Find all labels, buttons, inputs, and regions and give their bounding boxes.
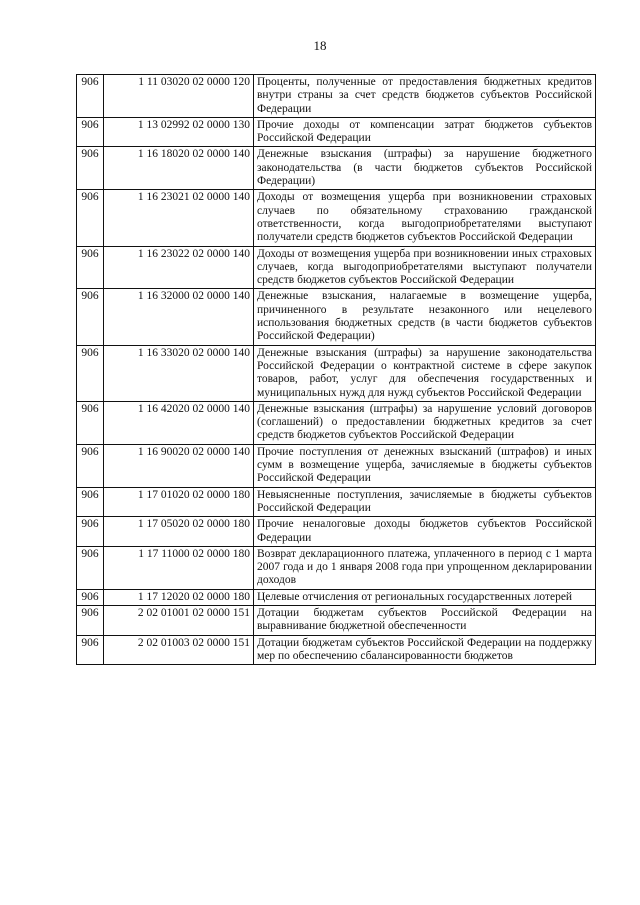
- revenue-name-cell: Доходы от возмещения ущерба при возникновении страховых случаев по обязательному страхованию гражданской ответственности, когда выгодоприобретателями выступают получатели средств бюджетов субъектов Российской Федерации: [254, 190, 596, 246]
- admin-code-cell: 906: [77, 289, 104, 345]
- admin-code-cell: 906: [77, 345, 104, 401]
- budget-code-cell: 1 17 01020 02 0000 180: [104, 487, 254, 517]
- budget-code-cell: 1 17 12020 02 0000 180: [104, 589, 254, 605]
- revenue-name-cell: Денежные взыскания (штрафы) за нарушение бюджетного законодательства (в части бюджетов субъектов Российской Федерации): [254, 147, 596, 190]
- admin-code-cell: 906: [77, 401, 104, 444]
- budget-code-cell: 1 16 23022 02 0000 140: [104, 246, 254, 289]
- budget-code-cell: 1 13 02992 02 0000 130: [104, 117, 254, 147]
- table-row: [77, 589, 596, 605]
- budget-code-cell: 1 16 32000 02 0000 140: [104, 289, 254, 345]
- table-row: [77, 517, 596, 547]
- admin-code-cell: 906: [77, 117, 104, 147]
- budget-code-cell: 1 11 03020 02 0000 120: [104, 75, 254, 118]
- admin-code-cell: 906: [77, 75, 104, 118]
- revenue-name-cell: Прочие доходы от компенсации затрат бюджетов субъектов Российской Федерации: [254, 117, 596, 147]
- table-row: [77, 605, 596, 635]
- admin-code-cell: 906: [77, 147, 104, 190]
- revenue-name-cell: Денежные взыскания (штрафы) за нарушение законодательства Российской Федерации о контрактной системе в сфере закупок товаров, работ, услуг для обеспечения государственных и муниципальных нужд для нужд субъектов Российской Федерации: [254, 345, 596, 401]
- admin-code-cell: 906: [77, 546, 104, 589]
- revenue-name-cell: Дотации бюджетам субъектов Российской Федерации на выравнивание бюджетной обеспеченности: [254, 605, 596, 635]
- table-row: [77, 246, 596, 289]
- table-row: [77, 190, 596, 246]
- revenue-name-cell: Проценты, полученные от предоставления бюджетных кредитов внутри страны за счет средств бюджетов субъектов Российской Федерации: [254, 75, 596, 118]
- admin-code-cell: 906: [77, 190, 104, 246]
- revenue-name-cell: Денежные взыскания (штрафы) за нарушение условий договоров (соглашений) о предоставлении бюджетных кредитов за счет средств бюджетов субъектов Российской Федерации: [254, 401, 596, 444]
- revenue-name-cell: Невыясненные поступления, зачисляемые в бюджеты субъектов Российской Федерации: [254, 487, 596, 517]
- revenue-name-cell: Возврат декларационного платежа, уплаченного в период с 1 марта 2007 года и до 1 января 2008 года при упрощенном декларировании доходов: [254, 546, 596, 589]
- admin-code-cell: 906: [77, 605, 104, 635]
- budget-code-cell: 1 17 11000 02 0000 180: [104, 546, 254, 589]
- revenue-name-cell: Доходы от возмещения ущерба при возникновении иных страховых случаев, когда выгодоприобретателями выступают получатели средств бюджетов субъектов Российской Федерации: [254, 246, 596, 289]
- budget-code-cell: 1 16 33020 02 0000 140: [104, 345, 254, 401]
- budget-code-cell: 2 02 01001 02 0000 151: [104, 605, 254, 635]
- budget-code-cell: 1 16 42020 02 0000 140: [104, 401, 254, 444]
- budget-code-cell: 1 17 05020 02 0000 180: [104, 517, 254, 547]
- budget-code-cell: 2 02 01003 02 0000 151: [104, 635, 254, 665]
- revenue-codes-table: [76, 74, 596, 665]
- table-row: [77, 117, 596, 147]
- table-row: [77, 635, 596, 665]
- table-row: [77, 444, 596, 487]
- table-row: [77, 546, 596, 589]
- table-row: [77, 75, 596, 118]
- admin-code-cell: 906: [77, 589, 104, 605]
- revenue-name-cell: Прочие неналоговые доходы бюджетов субъектов Российской Федерации: [254, 517, 596, 547]
- table-row: [77, 401, 596, 444]
- page-number: 18: [313, 38, 327, 53]
- revenue-name-cell: Целевые отчисления от региональных государственных лотерей: [254, 589, 596, 605]
- budget-code-cell: 1 16 90020 02 0000 140: [104, 444, 254, 487]
- admin-code-cell: 906: [77, 246, 104, 289]
- revenue-name-cell: Дотации бюджетам субъектов Российской Федерации на поддержку мер по обеспечению сбалансированности бюджетов: [254, 635, 596, 665]
- revenue-codes-body: [77, 75, 596, 665]
- admin-code-cell: 906: [77, 444, 104, 487]
- admin-code-cell: 906: [77, 517, 104, 547]
- table-row: [77, 345, 596, 401]
- budget-code-cell: 1 16 23021 02 0000 140: [104, 190, 254, 246]
- revenue-name-cell: Прочие поступления от денежных взысканий (штрафов) и иных сумм в возмещение ущерба, зачисляемые в бюджеты субъектов Российской Федерации: [254, 444, 596, 487]
- table-row: [77, 147, 596, 190]
- table-row: [77, 289, 596, 345]
- budget-code-cell: 1 16 18020 02 0000 140: [104, 147, 254, 190]
- revenue-name-cell: Денежные взыскания, налагаемые в возмещение ущерба, причиненного в результате незаконного или нецелевого использования бюджетных средств (в части бюджетов субъектов Российской Федерации): [254, 289, 596, 345]
- table-row: [77, 487, 596, 517]
- admin-code-cell: 906: [77, 635, 104, 665]
- admin-code-cell: 906: [77, 487, 104, 517]
